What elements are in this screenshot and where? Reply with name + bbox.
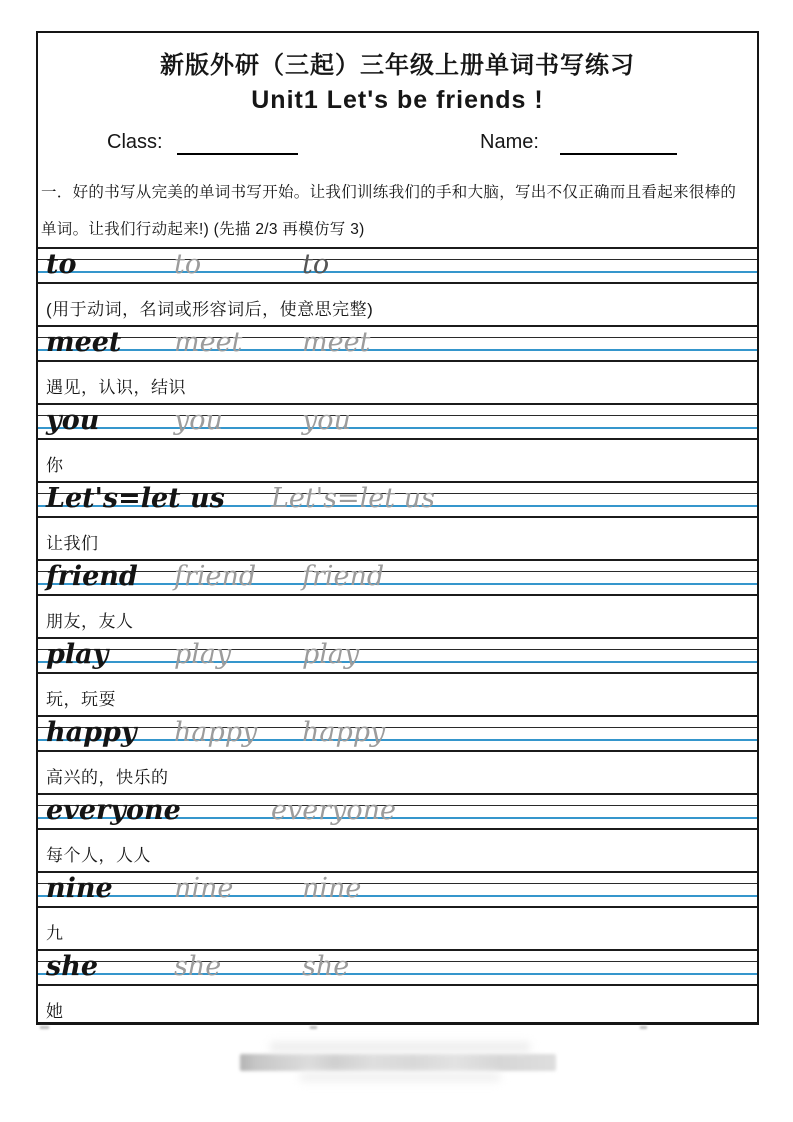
handwriting-guide-row[interactable] [38,247,757,284]
word-section-friend [38,559,757,637]
cutoff-text-mark [40,1026,49,1029]
guide-midtop-line [38,883,757,884]
practice-word-ink: nine [46,873,113,904]
practice-word-ink: she [46,951,99,982]
practice-word-ink: everyone [46,795,181,826]
guide-midtop-line [38,727,757,728]
word-section-you [38,403,757,481]
guide-midtop-line [38,415,757,416]
practice-word-trace: nine [174,873,234,904]
handwriting-guide-row[interactable] [38,871,757,908]
practice-word-ink: to [46,249,77,280]
word-section-she [38,949,757,1027]
practice-word-trace: to [174,249,202,280]
practice-word-ink: happy [46,717,137,748]
definition-text: 高兴的，快乐的 [46,768,169,787]
guide-top-line [38,325,757,327]
class-blank[interactable] [177,133,298,155]
definition-text: 让我们 [46,534,99,553]
practice-word-trace: happy [302,717,386,748]
definition-text: 玩，玩耍 [46,690,116,709]
handwriting-guide-row[interactable] [38,325,757,362]
handwriting-guide-row[interactable] [38,637,757,674]
practice-word-trace: Let's=let us [271,483,435,514]
definition-text: 她 [46,1002,64,1021]
guide-baseline-blue [38,661,757,663]
definition-text: 九 [46,924,64,943]
practice-word-trace: meet [174,327,243,358]
guide-midtop-line [38,649,757,650]
unit-subtitle: Unit1 Let's be friends ! [251,86,544,114]
word-sections [38,247,757,1027]
name-label: Name: [480,131,539,153]
guide-top-line [38,715,757,717]
practice-word-trace: you [302,405,351,436]
guide-baseline-blue [38,895,757,897]
handwriting-guide-row[interactable] [38,559,757,596]
page-title: 新版外研（三起）三年级上册单词书写练习 [160,52,635,79]
practice-word-trace: to [302,249,330,280]
guide-baseline-blue [38,427,757,429]
guide-baseline-blue [38,349,757,351]
practice-word-ink: meet [46,327,122,358]
class-name-row [38,131,757,163]
handwriting-guide-row[interactable] [38,403,757,440]
practice-word-trace: friend [302,561,385,592]
guide-baseline-blue [38,973,757,975]
guide-baseline-blue [38,271,757,273]
word-section-everyone [38,793,757,871]
sheet-border [36,31,759,1025]
practice-word-trace: friend [174,561,257,592]
definition-text: 遇见，认识，结识 [46,378,186,397]
guide-top-line [38,637,757,639]
practice-word-ink: Let's=let us [46,483,225,514]
guide-baseline-blue [38,739,757,741]
practice-word-trace: play [174,639,232,670]
guide-top-line [38,247,757,249]
instructions-line-1: 一．好的书写从完美的单词书写开始。让我们训练我们的手和大脑，写出不仅正确而且看起来很棒的 [41,184,737,201]
cutoff-text-mark [310,1026,317,1029]
practice-word-ink: you [46,405,100,436]
practice-word-trace: you [174,405,223,436]
word-section-to [38,247,757,325]
guide-top-line [38,559,757,561]
word-section-meet [38,325,757,403]
practice-word-trace: nine [302,873,362,904]
handwriting-guide-row[interactable] [38,793,757,830]
practice-word-trace: meet [302,327,371,358]
name-blank[interactable] [560,133,677,155]
word-section-let-s-let-us [38,481,757,559]
word-section-happy [38,715,757,793]
practice-word-trace: happy [174,717,258,748]
practice-word-trace: she [174,951,222,982]
practice-word-trace: everyone [271,795,396,826]
definition-text: 朋友，友人 [46,612,134,631]
guide-midtop-line [38,571,757,572]
definition-text: 你 [46,456,64,475]
handwriting-guide-row[interactable] [38,481,757,518]
guide-midtop-line [38,961,757,962]
guide-top-line [38,949,757,951]
definition-text: (用于动词，名词或形容词后，使意思完整) [46,300,374,319]
guide-baseline-blue [38,583,757,585]
class-label: Class: [107,131,163,153]
practice-word-trace: play [302,639,360,670]
guide-top-line [38,403,757,405]
practice-word-ink: play [46,639,109,670]
watermark-blur [240,1054,556,1071]
cutoff-text-mark [640,1026,647,1029]
practice-word-trace: she [302,951,350,982]
guide-midtop-line [38,259,757,260]
instructions-line-2: 单词。让我们行动起来!) (先描 2/3 再模仿写 3) [41,221,365,238]
handwriting-guide-row[interactable] [38,715,757,752]
guide-midtop-line [38,337,757,338]
word-section-play [38,637,757,715]
instructions-paragraph [41,174,753,248]
handwriting-guide-row[interactable] [38,949,757,986]
guide-top-line [38,871,757,873]
definition-text: 每个人，人人 [46,846,151,865]
practice-word-ink: friend [46,561,138,592]
word-section-nine [38,871,757,949]
